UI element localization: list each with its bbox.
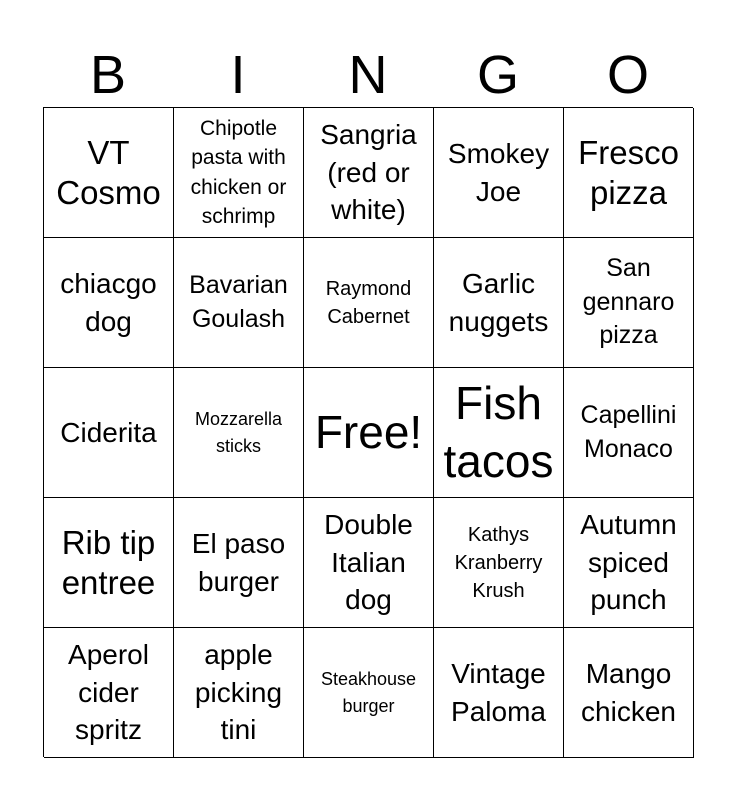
bingo-cell[interactable] xyxy=(44,498,174,628)
cell-text: Kathys Kranberry Krush xyxy=(454,523,543,602)
bingo-cell[interactable] xyxy=(434,498,564,628)
cell-text: Sangria (red or white) xyxy=(320,118,417,226)
bingo-cell[interactable] xyxy=(174,108,304,238)
bingo-cell[interactable] xyxy=(564,368,694,498)
cell-text: VT Cosmo xyxy=(56,133,161,211)
header-letter-i: I xyxy=(230,45,246,105)
bingo-cell[interactable] xyxy=(44,238,174,368)
cell-text: Fresco pizza xyxy=(578,133,679,211)
header-letter-b: B xyxy=(89,45,127,105)
bingo-cell[interactable] xyxy=(564,498,694,628)
cell-text: Aperol cider spritz xyxy=(68,638,149,746)
bingo-cell[interactable] xyxy=(174,368,304,498)
bingo-cell[interactable] xyxy=(564,108,694,238)
cell-text: Raymond Cabernet xyxy=(325,277,412,328)
bingo-cell[interactable] xyxy=(564,238,694,368)
bingo-cell[interactable] xyxy=(434,628,564,758)
bingo-cell[interactable] xyxy=(44,108,174,238)
bingo-cell[interactable] xyxy=(434,368,564,498)
bingo-cell[interactable] xyxy=(304,238,434,368)
cell-text: Capellini Monaco xyxy=(580,400,677,463)
cell-text: Double Italian dog xyxy=(324,508,413,616)
bingo-cell[interactable] xyxy=(304,498,434,628)
cell-text: Bavarian Goulash xyxy=(189,270,288,333)
cell-text: Mango chicken xyxy=(581,657,676,727)
bingo-cell[interactable] xyxy=(434,238,564,368)
bingo-cell[interactable] xyxy=(174,498,304,628)
bingo-cell[interactable] xyxy=(174,238,304,368)
bingo-cell[interactable] xyxy=(44,368,174,498)
cell-text: Ciderita xyxy=(60,416,157,448)
header-letter-o: O xyxy=(606,45,649,105)
free-space-cell[interactable] xyxy=(304,368,434,498)
cell-text: Autumn spiced punch xyxy=(580,508,677,616)
cell-text: chiacgo dog xyxy=(60,267,157,337)
cell-text: Chipotle pasta with chicken or schrimp xyxy=(190,116,287,228)
bingo-cell[interactable] xyxy=(44,628,174,758)
bingo-cell[interactable] xyxy=(564,628,694,758)
bingo-board xyxy=(43,107,693,757)
bingo-cell[interactable] xyxy=(174,628,304,758)
cell-text: Garlic nuggets xyxy=(448,267,549,337)
free-space-text: Free! xyxy=(314,405,423,458)
header-letter-g: G xyxy=(476,45,519,105)
cell-text: San gennaro pizza xyxy=(582,253,675,350)
header-letter-n: N xyxy=(348,45,388,105)
cell-text: Smokey Joe xyxy=(447,137,550,207)
cell-text: Steakhouse burger xyxy=(320,669,417,716)
bingo-header xyxy=(43,44,693,106)
bingo-cell[interactable] xyxy=(304,628,434,758)
cell-text: Mozzarella sticks xyxy=(194,409,283,456)
cell-text: apple picking tini xyxy=(194,638,283,746)
bingo-cell[interactable] xyxy=(304,108,434,238)
cell-text: Vintage Paloma xyxy=(451,657,546,727)
bingo-cell[interactable] xyxy=(434,108,564,238)
cell-text: El paso burger xyxy=(191,527,286,597)
cell-text: Fish tacos xyxy=(443,377,554,487)
cell-text: Rib tip entree xyxy=(61,523,156,601)
